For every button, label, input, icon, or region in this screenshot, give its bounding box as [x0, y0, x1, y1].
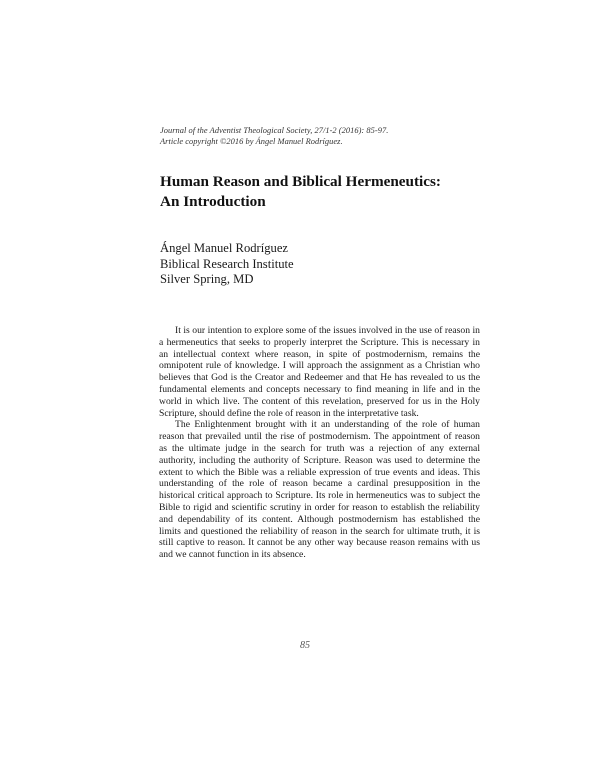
author-institution: Biblical Research Institute: [160, 256, 294, 271]
body-paragraph: It is our intention to explore some of the issues involved in the use of reason in a hermeneutics that seeks to properly interpret the Scripture. This is necessary in an intellectual context where reason, in spite of postmodernism, remains the omnipotent rule of knowledge. I will approach the assignment as a Christian who believes that God is the Creator and Redeemer and that He has revealed to us the fundamental elements and concepts necessary to find meaning in life and in the world in which live. The content of this revelation, preserved for us in the Holy Scripture, should define the role of reason in the interpretative task.: [159, 325, 480, 419]
page-number: 85: [300, 640, 310, 651]
author-block: [160, 241, 480, 288]
journal-citation-header: [160, 126, 480, 147]
author-location: Silver Spring, MD: [160, 272, 254, 286]
article-title-line-1: Human Reason and Biblical Hermeneutics:: [160, 173, 441, 190]
journal-citation-line: Journal of the Adventist Theological Society, 27/1-2 (2016): 85-97.: [160, 126, 389, 135]
article-title: [160, 172, 480, 212]
author-name: Ángel Manuel Rodríguez: [160, 241, 289, 255]
body-paragraph: The Enlightenment brought with it an understanding of the role of human reason that prevailed until the rise of postmodernism. The appointment of reason as the ultimate judge in the search for truth was a rejection of any external authority, including the authority of Scripture. Reason was used to determine the extent to which the Bible was a reliable expression of true events and ideas. This understanding of the role of reason became a cardinal presupposition in the historical critical approach to Scripture. Its role in hermeneutics was to subject the Bible to rigid and scientific scrutiny in order for reason to establish the reliability and dependability of its content. Although postmodernism has established the limits and questioned the reliability of reason in the search for ultimate truth, it is still captive to reason. It cannot be any other way because reason remains with us and we cannot function in its absence.: [159, 419, 480, 561]
copyright-line: Article copyright ©2016 by Ángel Manuel Rodríguez.: [160, 136, 343, 146]
article-body: [159, 325, 480, 561]
article-title-line-2: An Introduction: [160, 193, 266, 210]
